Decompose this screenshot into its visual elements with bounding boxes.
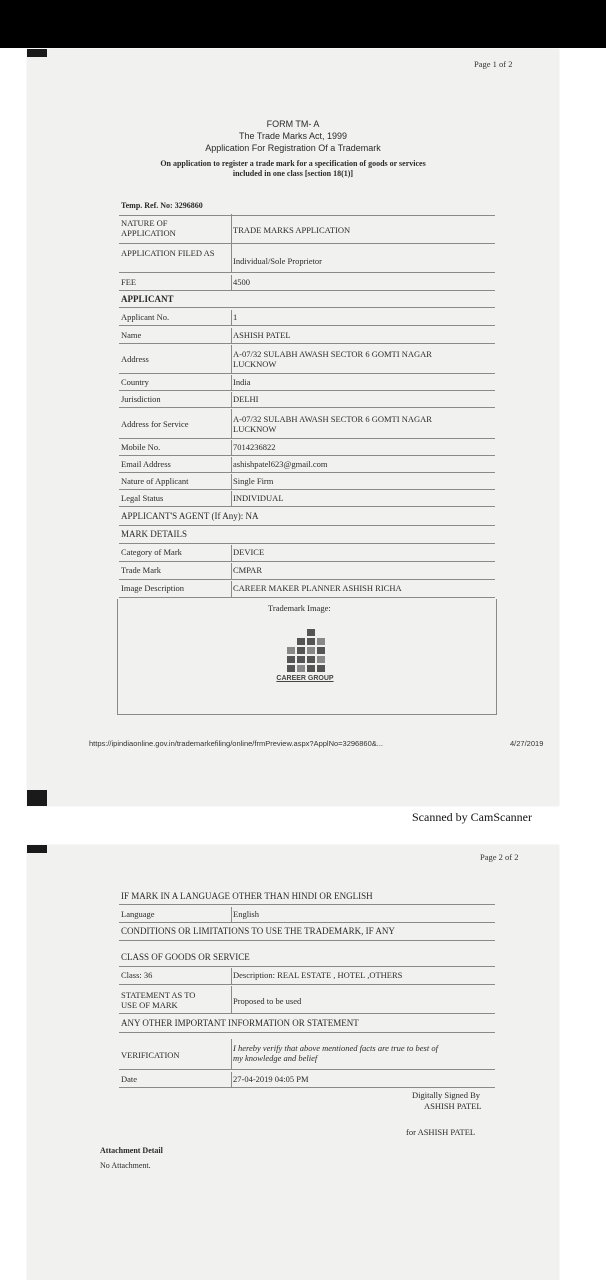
nature-label: NATURE OF APPLICATION bbox=[121, 218, 176, 238]
fee-value: 4500 bbox=[233, 277, 250, 287]
row-country bbox=[119, 377, 495, 391]
row-mobile bbox=[119, 442, 495, 456]
applicant-no-value: 1 bbox=[233, 312, 238, 322]
jurisdiction-label: Jurisdiction bbox=[121, 394, 161, 404]
row-address bbox=[119, 347, 495, 374]
service-label: Address for Service bbox=[121, 419, 189, 429]
legal-value: INDIVIDUAL bbox=[233, 493, 284, 503]
logo-text: CAREER GROUP bbox=[276, 675, 334, 682]
temp-ref: Temp. Ref. No: 3296860 bbox=[121, 201, 203, 210]
form-name: FORM TM- A bbox=[266, 119, 320, 129]
scanned-by-label: Scanned by CamScanner bbox=[412, 810, 532, 824]
email-label: Email Address bbox=[121, 459, 171, 469]
applicant-no-label: Applicant No. bbox=[121, 312, 170, 322]
verification-line-1: I hereby verify that above mentioned facts are true to best of bbox=[233, 1043, 438, 1053]
row-language bbox=[119, 909, 495, 923]
page-number: Page 1 of 2 bbox=[474, 59, 513, 69]
row-class-heading bbox=[119, 952, 495, 967]
mobile-value: 7014236822 bbox=[233, 442, 276, 452]
email-value: ashishpatel623@gmail.com bbox=[233, 459, 328, 469]
mobile-label: Mobile No. bbox=[121, 442, 161, 452]
attachment-value: No Attachment. bbox=[100, 1161, 151, 1170]
row-category bbox=[119, 547, 495, 562]
row-legal-status bbox=[119, 493, 495, 507]
address-line-1: A-07/32 SULABH AWASH SECTOR 6 GOMTI NAGAR bbox=[233, 349, 432, 359]
applicant-heading: APPLICANT bbox=[121, 294, 174, 304]
source-url: https://ipindiaonline.gov.in/trademarkefiling/online/frmPreview.aspx?ApplNo=3296860&... bbox=[89, 739, 383, 748]
trade-mark-value: CMPAR bbox=[233, 565, 262, 575]
row-class bbox=[119, 970, 495, 985]
date-value: 27-04-2019 04:05 PM bbox=[233, 1074, 309, 1084]
document-page-1 bbox=[27, 49, 559, 806]
document-page-2 bbox=[27, 845, 559, 1280]
trademark-image-label: Trademark Image: bbox=[268, 603, 331, 613]
name-label: Name bbox=[121, 330, 142, 340]
agent-line: APPLICANT'S AGENT (If Any): NA bbox=[121, 511, 259, 521]
attachment-heading: Attachment Detail bbox=[100, 1146, 163, 1155]
nature-applicant-label: Nature of Applicant bbox=[121, 476, 189, 486]
nature-applicant-value: Single Firm bbox=[233, 476, 274, 486]
intro-line-2: included in one class [section 18(1)] bbox=[232, 169, 354, 178]
trademark-logo bbox=[277, 619, 333, 689]
verification-label: VERIFICATION bbox=[121, 1050, 180, 1060]
address-line-2: LUCKNOW bbox=[233, 359, 277, 369]
class-label: Class: 36 bbox=[121, 970, 153, 980]
row-service-address bbox=[119, 411, 495, 439]
scan-edge-top-2 bbox=[27, 845, 47, 853]
top-status-bar bbox=[0, 0, 606, 48]
mark-details-heading: MARK DETAILS bbox=[121, 529, 188, 539]
country-label: Country bbox=[121, 377, 149, 387]
statement-label-line-1: STATEMENT AS TO bbox=[121, 990, 196, 1000]
country-value: India bbox=[233, 377, 251, 387]
row-language-heading bbox=[119, 891, 495, 905]
language-value: English bbox=[233, 909, 259, 919]
scan-edge-bottom bbox=[27, 790, 47, 806]
act-title: The Trade Marks Act, 1999 bbox=[238, 131, 348, 141]
row-applicant-heading bbox=[119, 294, 495, 308]
row-name bbox=[119, 330, 495, 344]
row-fee bbox=[119, 277, 495, 291]
row-mark-details bbox=[119, 529, 495, 544]
category-label: Category of Mark bbox=[121, 547, 182, 557]
image-desc-value: CAREER MAKER PLANNER ASHISH RICHA bbox=[233, 583, 402, 593]
statement-value: Proposed to be used bbox=[233, 996, 302, 1006]
statement-label-line-2: USE OF MARK bbox=[121, 1000, 178, 1010]
row-nature-applicant bbox=[119, 476, 495, 490]
service-line-2: LUCKNOW bbox=[233, 424, 277, 434]
row-applicant-no bbox=[119, 312, 495, 326]
verification-line-2: my knowledge and belief bbox=[233, 1053, 318, 1063]
date-label: Date bbox=[121, 1074, 138, 1084]
row-agent bbox=[119, 511, 495, 526]
filed-value: Individual/Sole Proprietor bbox=[233, 256, 323, 266]
service-line-1: A-07/32 SULABH AWASH SECTOR 6 GOMTI NAGAR bbox=[233, 414, 432, 424]
fee-label: FEE bbox=[121, 277, 137, 287]
row-email bbox=[119, 459, 495, 473]
signed-line-1: Digitally Signed By bbox=[412, 1090, 480, 1100]
class-value: Description: REAL ESTATE , HOTEL ,OTHERS bbox=[233, 970, 403, 980]
signed-line-2: ASHISH PATEL bbox=[424, 1101, 482, 1111]
other-info-heading: ANY OTHER IMPORTANT INFORMATION OR STATEMENT bbox=[121, 1018, 359, 1028]
name-value: ASHISH PATEL bbox=[233, 330, 291, 340]
page-number: Page 2 of 2 bbox=[480, 852, 519, 862]
intro-line-1: On application to register a trade mark for a specification of goods or services bbox=[160, 159, 426, 168]
filed-label: APPLICATION FILED AS bbox=[121, 248, 215, 258]
form-subject: Application For Registration Of a Trademark bbox=[205, 143, 381, 153]
row-filed bbox=[119, 246, 495, 273]
row-image-description bbox=[119, 583, 495, 598]
legal-label: Legal Status bbox=[121, 493, 164, 503]
trade-mark-label: Trade Mark bbox=[121, 565, 162, 575]
language-heading: IF MARK IN A LANGUAGE OTHER THAN HINDI OR ENGLISH bbox=[121, 891, 373, 901]
scan-edge-top bbox=[27, 49, 47, 57]
category-value: DEVICE bbox=[233, 547, 265, 557]
language-label: Language bbox=[121, 909, 155, 919]
jurisdiction-value: DELHI bbox=[233, 394, 259, 404]
row-statement bbox=[119, 988, 495, 1014]
image-desc-label: Image Description bbox=[121, 583, 185, 593]
row-conditions bbox=[119, 926, 495, 941]
for-signatory: for ASHISH PATEL bbox=[406, 1127, 476, 1137]
row-other-info bbox=[119, 1018, 495, 1033]
row-date bbox=[119, 1074, 495, 1088]
row-nature bbox=[119, 215, 495, 244]
print-date: 4/27/2019 bbox=[510, 739, 544, 748]
nature-value: TRADE MARKS APPLICATION bbox=[233, 225, 351, 235]
class-heading: CLASS OF GOODS OR SERVICE bbox=[121, 952, 250, 962]
row-verification bbox=[119, 1041, 495, 1070]
row-jurisdiction bbox=[119, 394, 495, 408]
address-label: Address bbox=[121, 354, 149, 364]
conditions-heading: CONDITIONS OR LIMITATIONS TO USE THE TRADEMARK, IF ANY bbox=[121, 926, 395, 936]
row-trade-mark bbox=[119, 565, 495, 580]
